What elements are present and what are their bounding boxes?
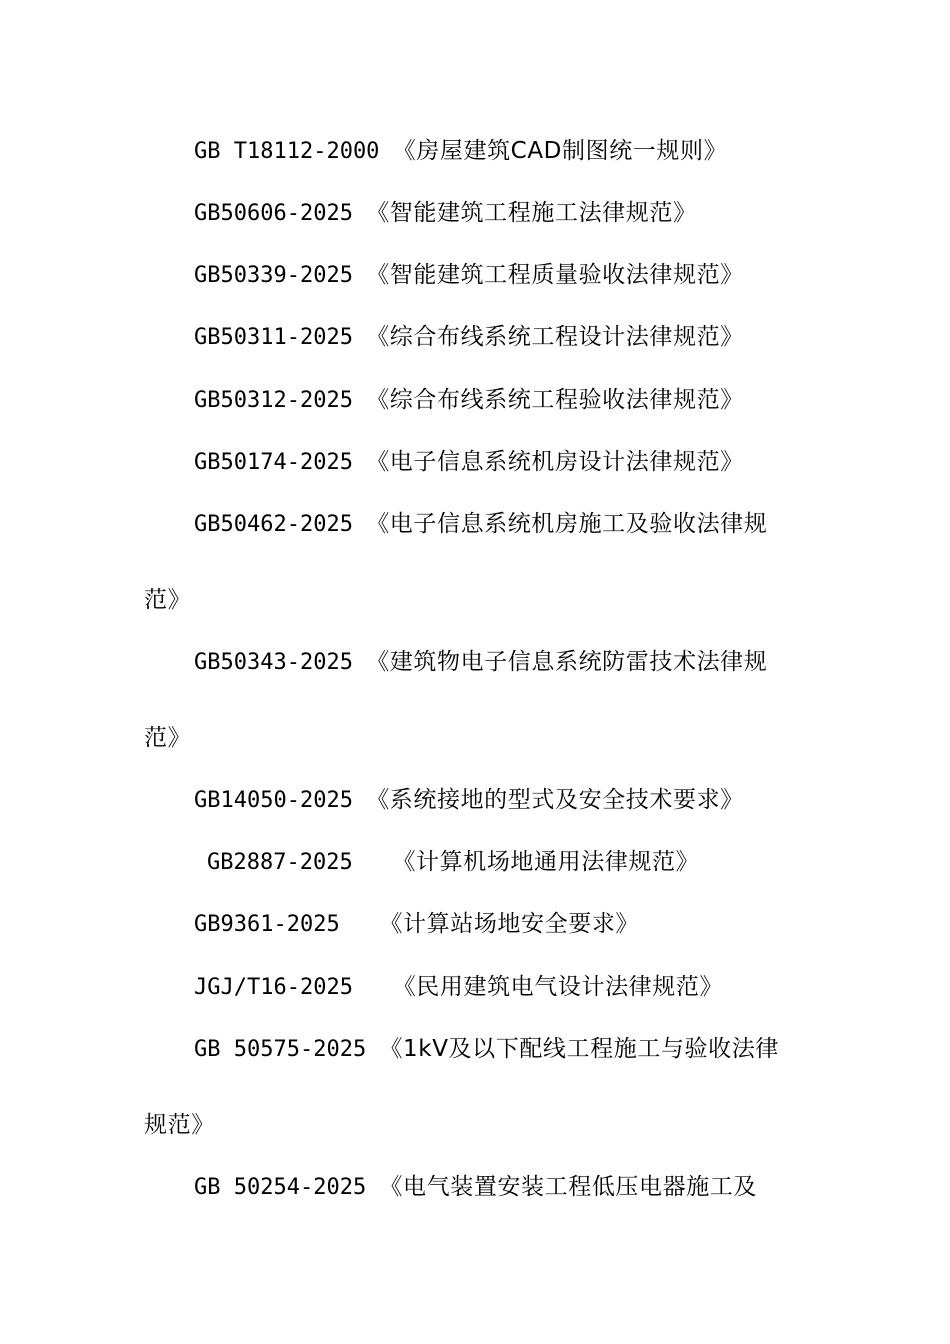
standard-code: GB50462-2025 xyxy=(194,512,367,537)
standard-entry xyxy=(194,322,744,353)
standard-code: GB50311-2025 xyxy=(194,325,367,350)
standard-title-continuation: 规范》 xyxy=(144,1112,215,1138)
standard-entry xyxy=(194,1172,757,1203)
standard-title: 《系统接地的型式及安全技术要求》 xyxy=(366,787,744,813)
standard-code: GB 50575-2025 xyxy=(194,1037,380,1062)
standard-title-continuation: 范》 xyxy=(144,587,192,613)
standard-title-continuation: 范》 xyxy=(144,725,192,751)
standard-code: GB2887-2025 xyxy=(207,850,393,875)
standard-title: 《1kV及以下配线工程施工与验收法律 xyxy=(379,1036,779,1062)
standard-entry xyxy=(194,198,697,229)
standard-code: GB50339-2025 xyxy=(194,263,367,288)
standard-code: GB50174-2025 xyxy=(194,450,367,475)
standard-code: GB T18112-2000 xyxy=(194,139,393,164)
standard-code: GB 50254-2025 xyxy=(194,1175,380,1200)
standard-code: GB14050-2025 xyxy=(194,788,367,813)
standard-title: 《计算机场地通用法律规范》 xyxy=(392,849,700,875)
standard-entry xyxy=(194,447,744,478)
standard-entry xyxy=(194,785,744,816)
standard-code: JGJ/T16-2025 xyxy=(194,975,393,1000)
standard-title: 《建筑物电子信息系统防雷技术法律规 xyxy=(366,649,768,675)
standard-title: 《民用建筑电气设计法律规范》 xyxy=(392,974,724,1000)
standard-entry xyxy=(207,847,699,878)
standard-entry xyxy=(194,972,723,1003)
standard-title: 《电子信息系统机房施工及验收法律规 xyxy=(366,511,768,537)
standard-entry xyxy=(194,647,767,678)
standard-title: 《综合布线系统工程设计法律规范》 xyxy=(366,324,744,350)
standard-entry xyxy=(194,260,744,291)
standard-entry xyxy=(194,385,744,416)
standard-title: 《计算站场地安全要求》 xyxy=(379,911,640,937)
standard-code: GB50312-2025 xyxy=(194,388,367,413)
standard-title: 《电气装置安装工程低压电器施工及 xyxy=(379,1174,758,1200)
standard-title: 《智能建筑工程质量验收法律规范》 xyxy=(366,262,744,288)
standard-entry xyxy=(194,509,767,540)
standard-code: GB50606-2025 xyxy=(194,201,367,226)
standard-title: 《电子信息系统机房设计法律规范》 xyxy=(366,449,744,475)
standard-entry xyxy=(194,136,727,167)
standard-title: 《智能建筑工程施工法律规范》 xyxy=(366,200,697,226)
standard-title: 《综合布线系统工程验收法律规范》 xyxy=(366,387,744,413)
standard-code: GB9361-2025 xyxy=(194,912,380,937)
standard-entry xyxy=(194,909,639,940)
standard-code: GB50343-2025 xyxy=(194,650,367,675)
standard-entry xyxy=(194,1034,779,1065)
standard-title: 《房屋建筑CAD制图统一规则》 xyxy=(392,138,728,164)
